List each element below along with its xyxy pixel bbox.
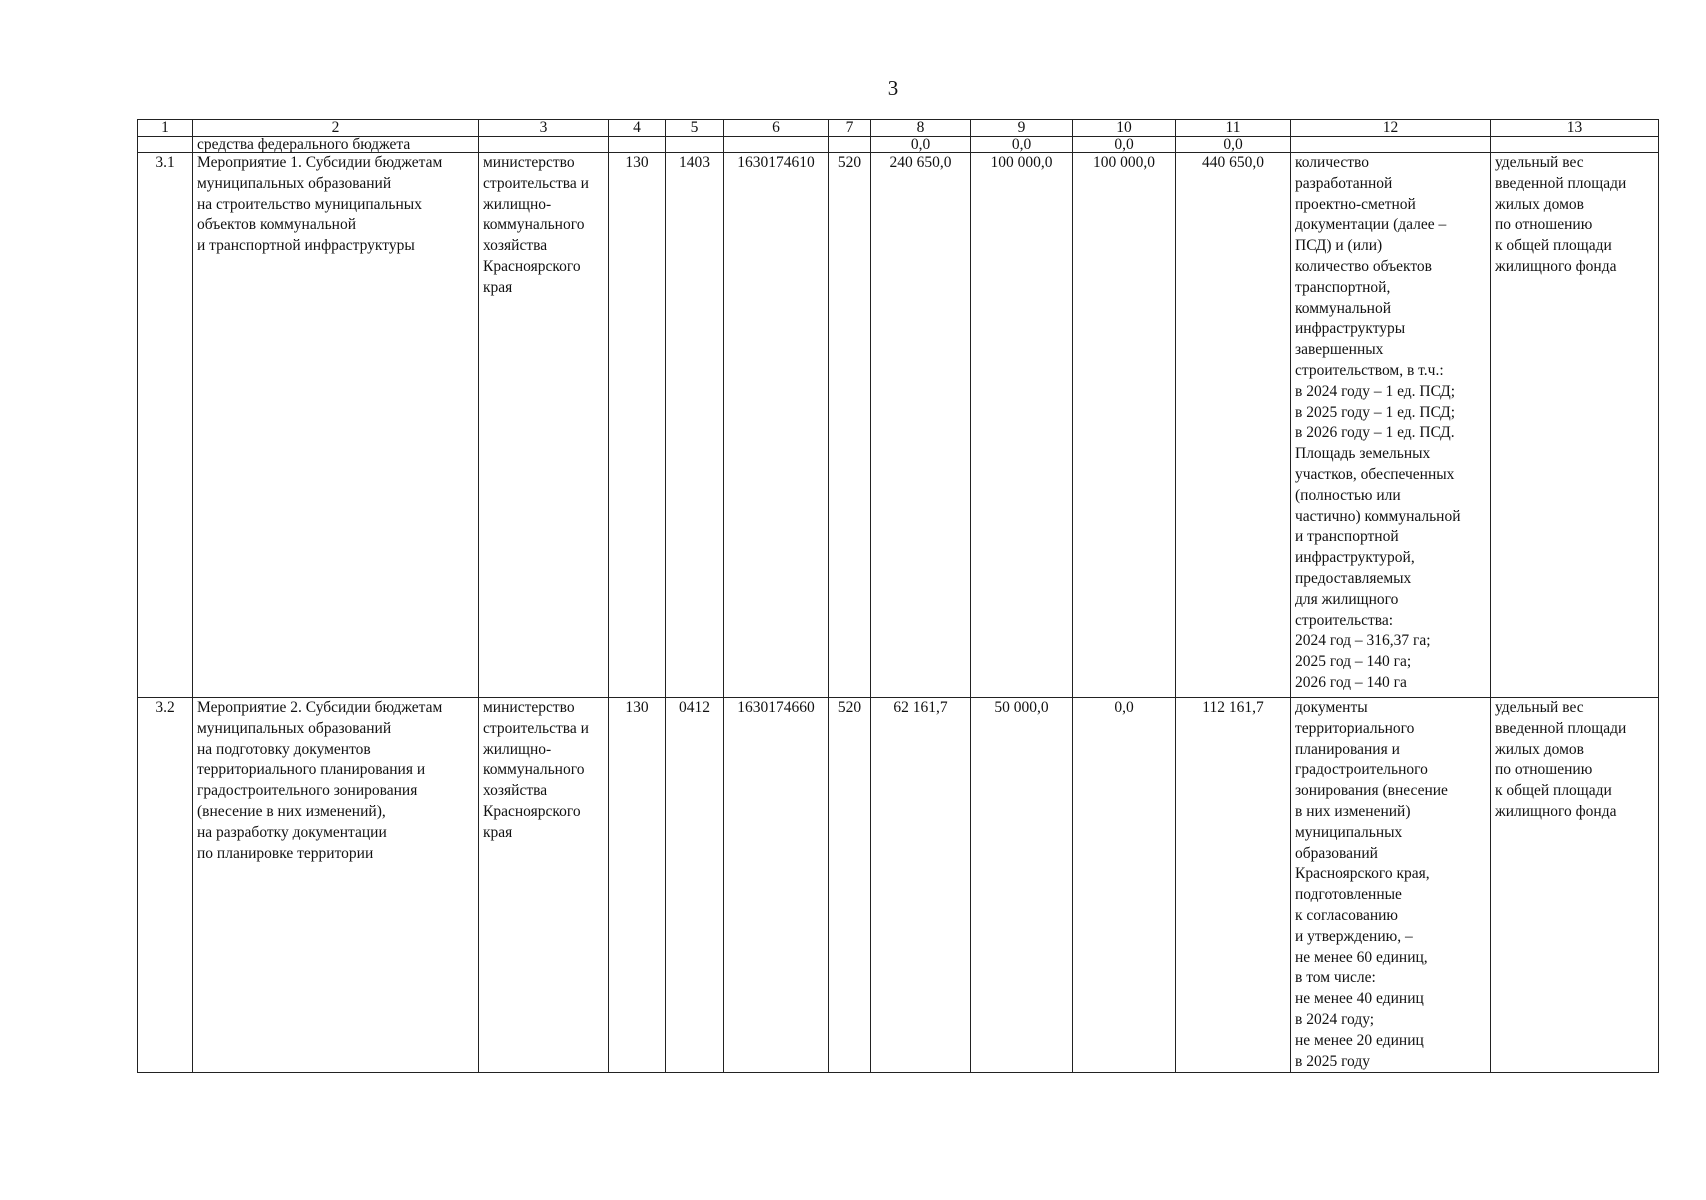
amount-2024: 62 161,7: [871, 698, 971, 1073]
column-number: 8: [871, 120, 971, 137]
column-number: 12: [1291, 120, 1491, 137]
column-number: 3: [479, 120, 609, 137]
amount-2024: 240 650,0: [871, 153, 971, 698]
table-row: [138, 698, 1659, 1073]
grbs-code: 130: [609, 698, 666, 1073]
page-number: 3: [887, 76, 899, 100]
csr-code: 1630174660: [724, 698, 829, 1073]
executor: министерство строительства и жилищно- коммунального хозяйства Красноярского края: [479, 153, 609, 698]
amount-2026: 0,0: [1073, 698, 1176, 1073]
grbs-code: 130: [609, 153, 666, 698]
federal-2026-value: 0,0: [1073, 137, 1176, 153]
row-number: 3.2: [138, 698, 193, 1073]
activity-name: Мероприятие 2. Субсидии бюджетам муниципальных образований на подготовку документов территориального планирования и градостроительного зонирования (внесение в них изменений), на разработку документации по планировке территории: [193, 698, 479, 1073]
federal-budget-label: средства федерального бюджета: [193, 137, 479, 153]
amount-total: 440 650,0: [1176, 153, 1291, 698]
column-number: 9: [971, 120, 1073, 137]
amount-2025: 100 000,0: [971, 153, 1073, 698]
target-indicator: удельный вес введенной площади жилых домов по отношению к общей площади жилищного фонда: [1491, 153, 1659, 698]
vr-code: 520: [829, 153, 871, 698]
row-number: 3.1: [138, 153, 193, 698]
column-number: 7: [829, 120, 871, 137]
column-numbers-row: [138, 120, 1659, 137]
table-cell: [666, 137, 724, 153]
table-cell: [1291, 137, 1491, 153]
column-number: 10: [1073, 120, 1176, 137]
column-number: 2: [193, 120, 479, 137]
column-number: 1: [138, 120, 193, 137]
amount-2026: 100 000,0: [1073, 153, 1176, 698]
executor: министерство строительства и жилищно- коммунального хозяйства Красноярского края: [479, 698, 609, 1073]
federal-2024-value: 0,0: [871, 137, 971, 153]
table-cell: [609, 137, 666, 153]
vr-code: 520: [829, 698, 871, 1073]
federal-budget-row: [138, 137, 1659, 153]
column-number: 6: [724, 120, 829, 137]
table-cell: [724, 137, 829, 153]
table-cell: [138, 137, 193, 153]
program-activities-table: [137, 119, 1659, 1073]
target-indicator: удельный вес введенной площади жилых домов по отношению к общей площади жилищного фонда: [1491, 698, 1659, 1073]
federal-total-value: 0,0: [1176, 137, 1291, 153]
table-cell: [479, 137, 609, 153]
table-row: [138, 153, 1659, 698]
amount-2025: 50 000,0: [971, 698, 1073, 1073]
table-cell: [1491, 137, 1659, 153]
rzpr-code: 0412: [666, 698, 724, 1073]
csr-code: 1630174610: [724, 153, 829, 698]
column-number: 4: [609, 120, 666, 137]
table-cell: [829, 137, 871, 153]
expected-result: документы территориального планирования и градостроительного зонирования (внесение в них изменений) муниципальных образований Красноярского края, подготовленные к согласованию и утверждению, – не менее 60 единиц, в том числе: не менее 40 единиц в 2024 году; не менее 20 единиц в 2025 году: [1291, 698, 1491, 1073]
expected-result: количество разработанной проектно-сметной документации (далее – ПСД) и (или) количество объектов транспортной, коммунальной инфраструктуры завершенных строительством, в т.ч.: в 2024 году – 1 ед. ПСД; в 2025 году – 1 ед. ПСД; в 2026 году – 1 ед. ПСД. Площадь земельных участков, обеспеченных (полностью или частично) коммунальной и транспортной инфраструктурой, предоставляемых для жилищного строительства: 2024 год – 316,37 га; 2025 год – 140 га; 2026 год – 140 га: [1291, 153, 1491, 698]
amount-total: 112 161,7: [1176, 698, 1291, 1073]
federal-2025-value: 0,0: [971, 137, 1073, 153]
column-number: 5: [666, 120, 724, 137]
column-number: 13: [1491, 120, 1659, 137]
column-number: 11: [1176, 120, 1291, 137]
rzpr-code: 1403: [666, 153, 724, 698]
activity-name: Мероприятие 1. Субсидии бюджетам муниципальных образований на строительство муниципальных объектов коммунальной и транспортной инфраструктуры: [193, 153, 479, 698]
